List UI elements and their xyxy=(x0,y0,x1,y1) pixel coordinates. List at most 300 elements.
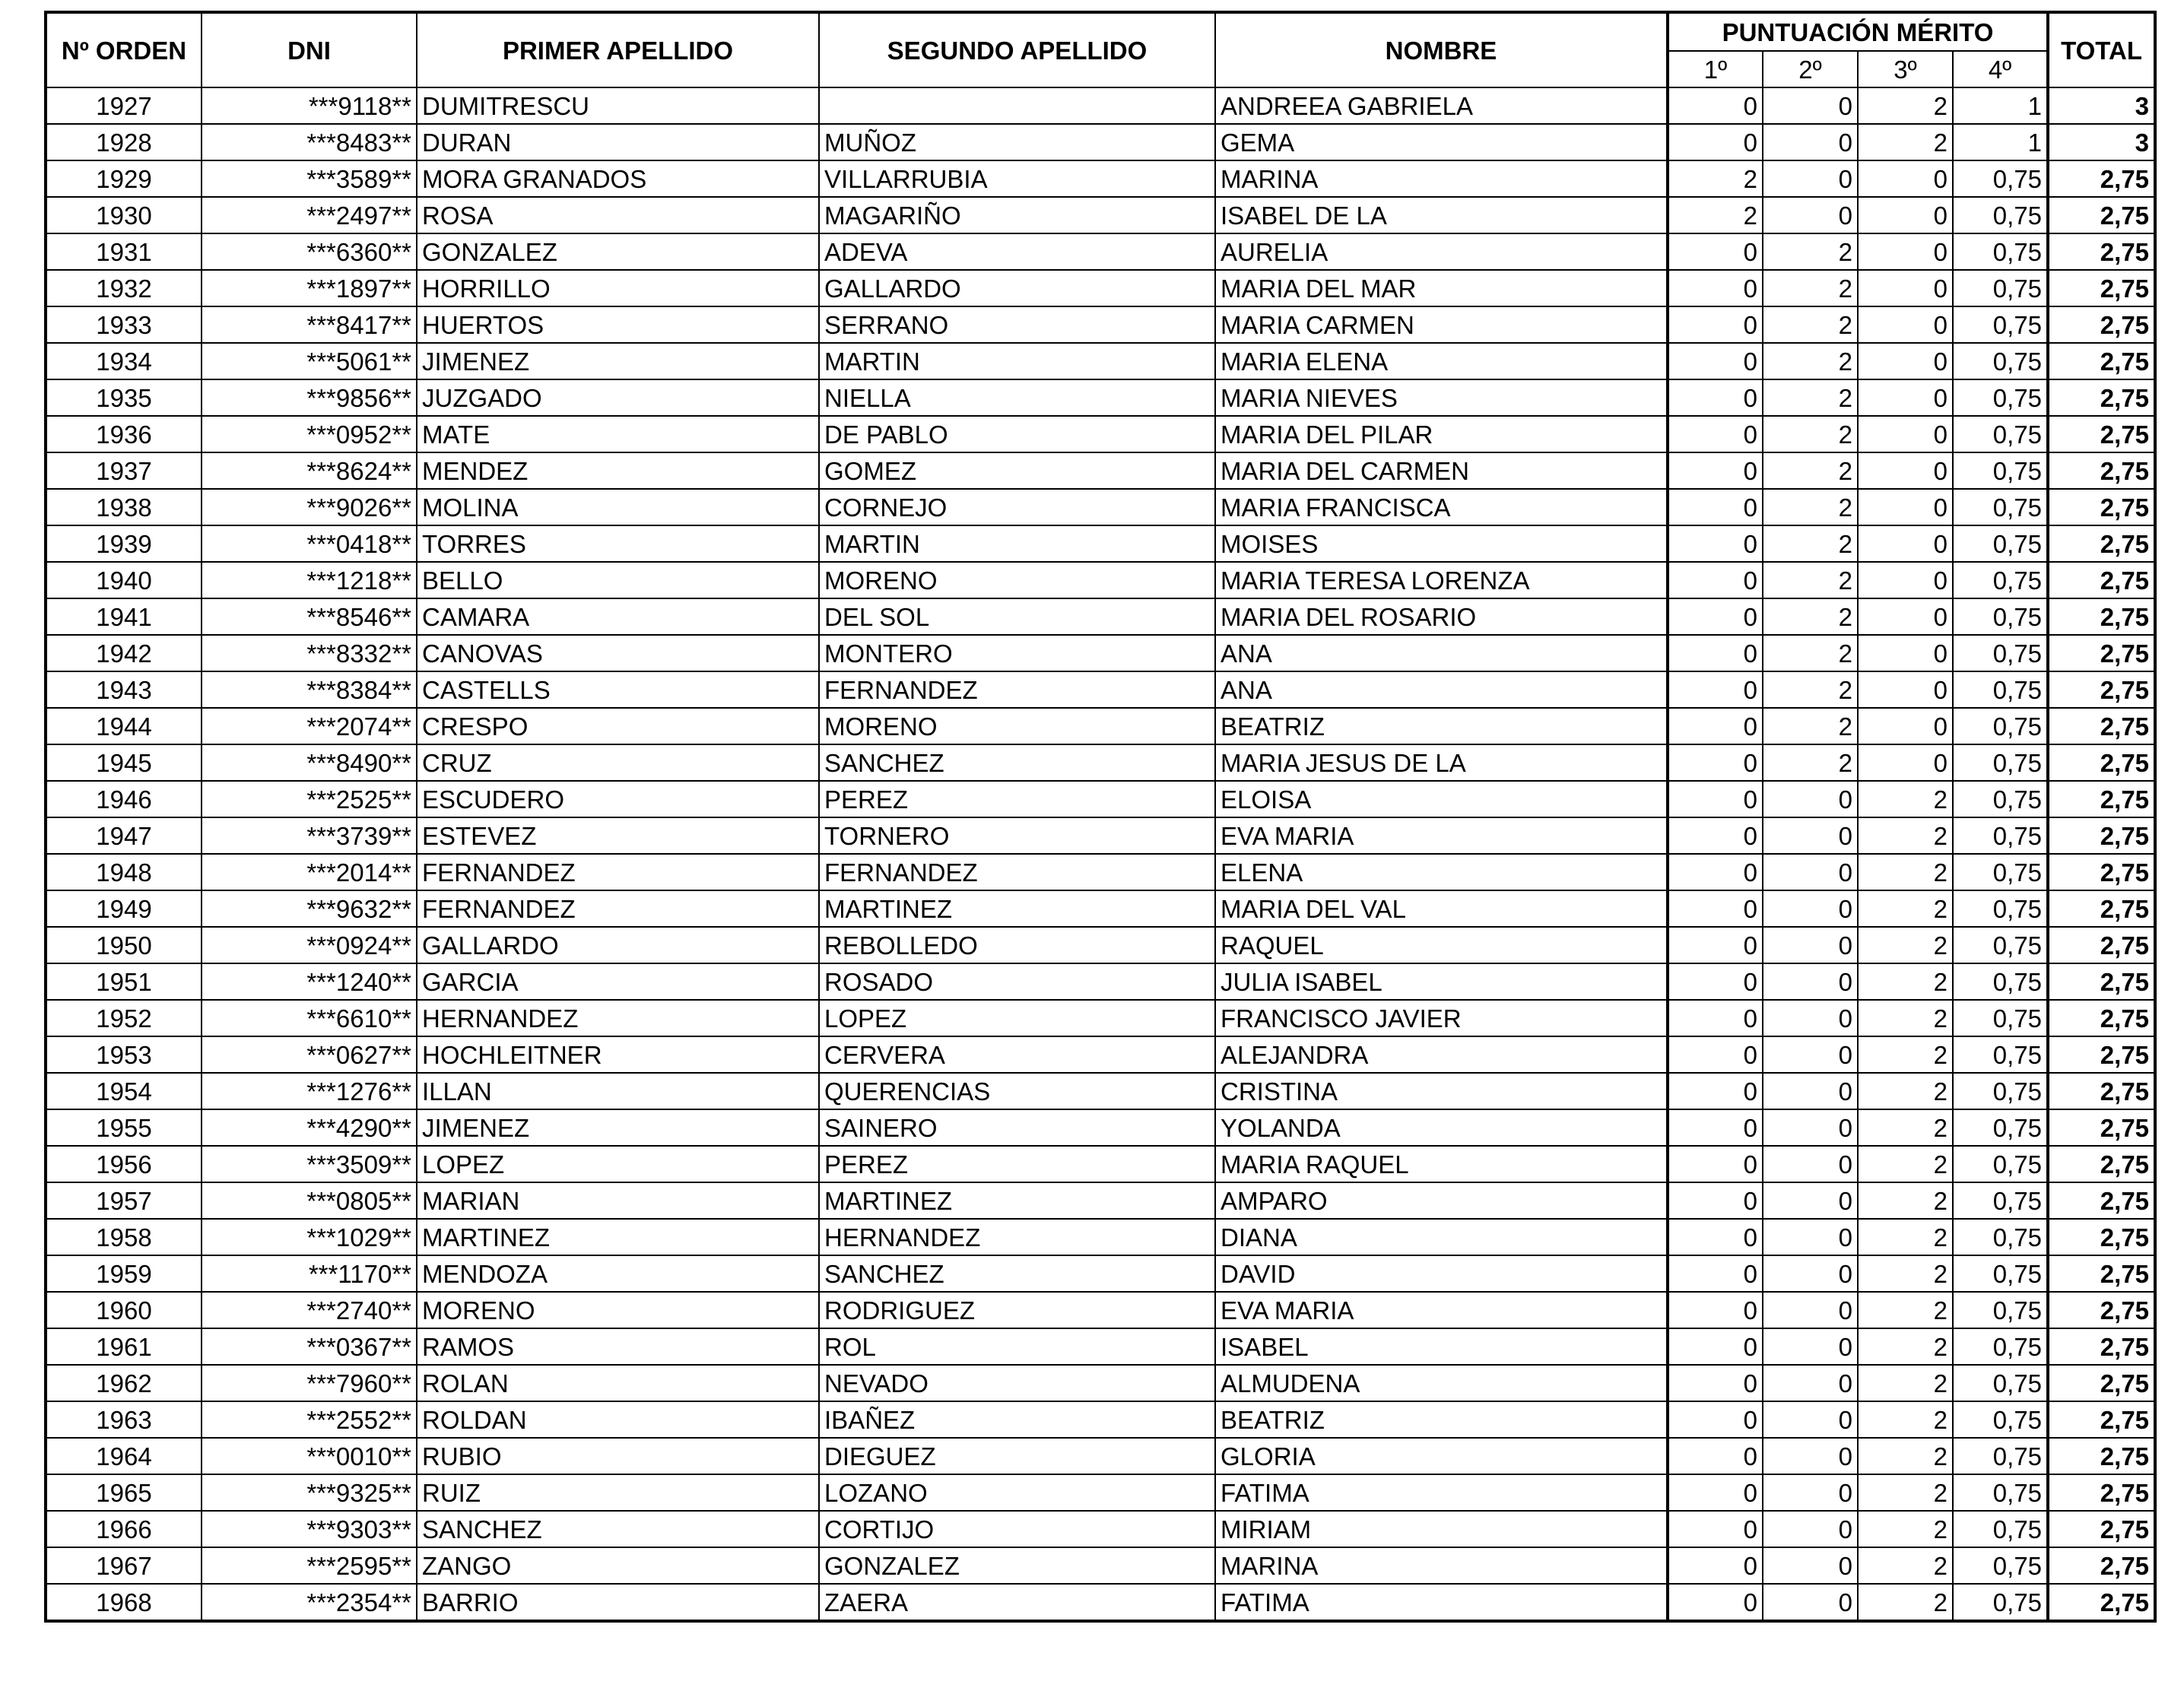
cell-p1: 0 xyxy=(1668,452,1763,489)
cell-dni: ***8490** xyxy=(202,744,417,781)
cell-orden: 1959 xyxy=(46,1255,202,1292)
cell-p1: 0 xyxy=(1668,416,1763,452)
cell-total: 2,75 xyxy=(2048,1219,2155,1255)
cell-nombre: ISABEL xyxy=(1215,1328,1668,1365)
cell-p2: 2 xyxy=(1763,708,1858,744)
cell-primer-apellido: MENDEZ xyxy=(417,452,819,489)
cell-primer-apellido: JIMENEZ xyxy=(417,1109,819,1146)
cell-dni: ***1240** xyxy=(202,963,417,1000)
cell-primer-apellido: MARTINEZ xyxy=(417,1219,819,1255)
cell-dni: ***0952** xyxy=(202,416,417,452)
cell-segundo-apellido: CORNEJO xyxy=(819,489,1215,525)
table-row xyxy=(46,1000,2155,1036)
cell-segundo-apellido: LOZANO xyxy=(819,1474,1215,1511)
cell-p1: 0 xyxy=(1668,927,1763,963)
cell-orden: 1968 xyxy=(46,1584,202,1621)
cell-segundo-apellido: MARTIN xyxy=(819,525,1215,562)
cell-orden: 1935 xyxy=(46,379,202,416)
cell-p1: 0 xyxy=(1668,306,1763,343)
cell-segundo-apellido: SANCHEZ xyxy=(819,1255,1215,1292)
table-row xyxy=(46,1073,2155,1109)
cell-total: 2,75 xyxy=(2048,562,2155,598)
cell-total: 2,75 xyxy=(2048,343,2155,379)
cell-dni: ***0805** xyxy=(202,1182,417,1219)
cell-p4: 0,75 xyxy=(1953,379,2048,416)
cell-nombre: JULIA ISABEL xyxy=(1215,963,1668,1000)
table-row xyxy=(46,1365,2155,1401)
cell-p3: 0 xyxy=(1858,525,1953,562)
cell-dni: ***1029** xyxy=(202,1219,417,1255)
cell-p2: 0 xyxy=(1763,1219,1858,1255)
cell-orden: 1961 xyxy=(46,1328,202,1365)
cell-segundo-apellido: ROSADO xyxy=(819,963,1215,1000)
cell-nombre: BEATRIZ xyxy=(1215,1401,1668,1438)
cell-primer-apellido: CRESPO xyxy=(417,708,819,744)
cell-p4: 1 xyxy=(1953,124,2048,160)
cell-p3: 0 xyxy=(1858,233,1953,270)
cell-orden: 1955 xyxy=(46,1109,202,1146)
cell-total: 2,75 xyxy=(2048,854,2155,890)
cell-nombre: MARIA DEL VAL xyxy=(1215,890,1668,927)
table-row xyxy=(46,306,2155,343)
cell-orden: 1952 xyxy=(46,1000,202,1036)
table-row xyxy=(46,1036,2155,1073)
cell-total: 2,75 xyxy=(2048,379,2155,416)
cell-p1: 0 xyxy=(1668,1474,1763,1511)
cell-total: 2,75 xyxy=(2048,708,2155,744)
cell-orden: 1951 xyxy=(46,963,202,1000)
cell-orden: 1928 xyxy=(46,124,202,160)
cell-p2: 0 xyxy=(1763,1182,1858,1219)
cell-segundo-apellido: MARTIN xyxy=(819,343,1215,379)
cell-p1: 0 xyxy=(1668,744,1763,781)
cell-orden: 1954 xyxy=(46,1073,202,1109)
cell-nombre: BEATRIZ xyxy=(1215,708,1668,744)
cell-total: 2,75 xyxy=(2048,890,2155,927)
table-row xyxy=(46,1292,2155,1328)
cell-primer-apellido: CRUZ xyxy=(417,744,819,781)
cell-orden: 1939 xyxy=(46,525,202,562)
cell-p1: 0 xyxy=(1668,854,1763,890)
cell-primer-apellido: BELLO xyxy=(417,562,819,598)
cell-primer-apellido: ROLDAN xyxy=(417,1401,819,1438)
cell-p1: 0 xyxy=(1668,708,1763,744)
cell-p3: 0 xyxy=(1858,197,1953,233)
cell-p1: 0 xyxy=(1668,1219,1763,1255)
cell-nombre: RAQUEL xyxy=(1215,927,1668,963)
cell-p3: 2 xyxy=(1858,1036,1953,1073)
cell-primer-apellido: FERNANDEZ xyxy=(417,890,819,927)
cell-total: 2,75 xyxy=(2048,160,2155,197)
cell-p4: 0,75 xyxy=(1953,927,2048,963)
cell-p2: 0 xyxy=(1763,1036,1858,1073)
cell-total: 2,75 xyxy=(2048,744,2155,781)
table-row xyxy=(46,416,2155,452)
cell-p1: 0 xyxy=(1668,1511,1763,1547)
cell-p4: 0,75 xyxy=(1953,598,2048,635)
cell-segundo-apellido: DIEGUEZ xyxy=(819,1438,1215,1474)
table-row xyxy=(46,452,2155,489)
cell-p2: 0 xyxy=(1763,1292,1858,1328)
cell-orden: 1940 xyxy=(46,562,202,598)
cell-p4: 0,75 xyxy=(1953,817,2048,854)
cell-primer-apellido: ESCUDERO xyxy=(417,781,819,817)
cell-dni: ***8332** xyxy=(202,635,417,671)
table-row xyxy=(46,1182,2155,1219)
cell-p1: 2 xyxy=(1668,197,1763,233)
table-row xyxy=(46,562,2155,598)
cell-p1: 0 xyxy=(1668,124,1763,160)
cell-dni: ***8546** xyxy=(202,598,417,635)
cell-primer-apellido: JIMENEZ xyxy=(417,343,819,379)
cell-segundo-apellido: NEVADO xyxy=(819,1365,1215,1401)
cell-p3: 2 xyxy=(1858,1255,1953,1292)
cell-p1: 0 xyxy=(1668,1547,1763,1584)
cell-p4: 1 xyxy=(1953,87,2048,124)
cell-dni: ***9856** xyxy=(202,379,417,416)
table-row xyxy=(46,708,2155,744)
cell-orden: 1948 xyxy=(46,854,202,890)
cell-nombre: EVA MARIA xyxy=(1215,817,1668,854)
cell-primer-apellido: SANCHEZ xyxy=(417,1511,819,1547)
cell-p2: 0 xyxy=(1763,1146,1858,1182)
cell-total: 2,75 xyxy=(2048,489,2155,525)
cell-p4: 0,75 xyxy=(1953,1511,2048,1547)
header-p4: 4º xyxy=(1953,51,2048,87)
cell-nombre: MARIA DEL CARMEN xyxy=(1215,452,1668,489)
cell-p1: 0 xyxy=(1668,781,1763,817)
cell-segundo-apellido: GALLARDO xyxy=(819,270,1215,306)
cell-orden: 1963 xyxy=(46,1401,202,1438)
cell-dni: ***9118** xyxy=(202,87,417,124)
cell-p1: 2 xyxy=(1668,160,1763,197)
cell-p4: 0,75 xyxy=(1953,1000,2048,1036)
cell-p3: 2 xyxy=(1858,890,1953,927)
cell-p3: 2 xyxy=(1858,1146,1953,1182)
cell-p3: 0 xyxy=(1858,562,1953,598)
cell-dni: ***9325** xyxy=(202,1474,417,1511)
cell-orden: 1933 xyxy=(46,306,202,343)
cell-p4: 0,75 xyxy=(1953,781,2048,817)
cell-primer-apellido: MATE xyxy=(417,416,819,452)
cell-orden: 1962 xyxy=(46,1365,202,1401)
cell-p3: 0 xyxy=(1858,744,1953,781)
cell-orden: 1927 xyxy=(46,87,202,124)
cell-p3: 0 xyxy=(1858,416,1953,452)
cell-orden: 1943 xyxy=(46,671,202,708)
cell-nombre: MARIA DEL ROSARIO xyxy=(1215,598,1668,635)
cell-primer-apellido: GONZALEZ xyxy=(417,233,819,270)
cell-dni: ***9303** xyxy=(202,1511,417,1547)
cell-dni: ***6360** xyxy=(202,233,417,270)
cell-nombre: MARIA NIEVES xyxy=(1215,379,1668,416)
cell-primer-apellido: MOLINA xyxy=(417,489,819,525)
cell-orden: 1944 xyxy=(46,708,202,744)
cell-nombre: MARINA xyxy=(1215,160,1668,197)
cell-primer-apellido: DUMITRESCU xyxy=(417,87,819,124)
cell-dni: ***3739** xyxy=(202,817,417,854)
cell-nombre: FATIMA xyxy=(1215,1584,1668,1621)
cell-segundo-apellido: TORNERO xyxy=(819,817,1215,854)
cell-orden: 1929 xyxy=(46,160,202,197)
cell-primer-apellido: CAMARA xyxy=(417,598,819,635)
table-row xyxy=(46,1474,2155,1511)
cell-p1: 0 xyxy=(1668,1438,1763,1474)
cell-total: 2,75 xyxy=(2048,1547,2155,1584)
cell-p4: 0,75 xyxy=(1953,1474,2048,1511)
table-row xyxy=(46,1511,2155,1547)
cell-p1: 0 xyxy=(1668,233,1763,270)
cell-nombre: YOLANDA xyxy=(1215,1109,1668,1146)
cell-primer-apellido: HOCHLEITNER xyxy=(417,1036,819,1073)
cell-dni: ***1897** xyxy=(202,270,417,306)
cell-nombre: MARIA RAQUEL xyxy=(1215,1146,1668,1182)
cell-nombre: MARIA ELENA xyxy=(1215,343,1668,379)
cell-p1: 0 xyxy=(1668,525,1763,562)
cell-nombre: MARIA FRANCISCA xyxy=(1215,489,1668,525)
cell-p2: 2 xyxy=(1763,562,1858,598)
table-row xyxy=(46,1547,2155,1584)
table-row xyxy=(46,1219,2155,1255)
cell-total: 3 xyxy=(2048,124,2155,160)
cell-segundo-apellido: CERVERA xyxy=(819,1036,1215,1073)
cell-p4: 0,75 xyxy=(1953,1365,2048,1401)
cell-p3: 2 xyxy=(1858,124,1953,160)
cell-p4: 0,75 xyxy=(1953,1146,2048,1182)
cell-orden: 1938 xyxy=(46,489,202,525)
cell-p1: 0 xyxy=(1668,1073,1763,1109)
cell-dni: ***8417** xyxy=(202,306,417,343)
cell-p4: 0,75 xyxy=(1953,1547,2048,1584)
table-row xyxy=(46,781,2155,817)
header-p3: 3º xyxy=(1858,51,1953,87)
cell-p1: 0 xyxy=(1668,890,1763,927)
cell-segundo-apellido: SAINERO xyxy=(819,1109,1215,1146)
cell-p1: 0 xyxy=(1668,671,1763,708)
ranking-table xyxy=(44,11,2157,1623)
cell-p1: 0 xyxy=(1668,1365,1763,1401)
cell-p4: 0,75 xyxy=(1953,890,2048,927)
cell-p1: 0 xyxy=(1668,1000,1763,1036)
cell-primer-apellido: GARCIA xyxy=(417,963,819,1000)
cell-p2: 0 xyxy=(1763,1511,1858,1547)
cell-p4: 0,75 xyxy=(1953,416,2048,452)
cell-nombre: ALMUDENA xyxy=(1215,1365,1668,1401)
table-row xyxy=(46,744,2155,781)
header-puntuacion-merito: PUNTUACIÓN MÉRITO xyxy=(1668,12,2048,51)
cell-p3: 2 xyxy=(1858,781,1953,817)
cell-segundo-apellido: HERNANDEZ xyxy=(819,1219,1215,1255)
cell-p2: 0 xyxy=(1763,1438,1858,1474)
cell-dni: ***6610** xyxy=(202,1000,417,1036)
cell-primer-apellido: ROSA xyxy=(417,197,819,233)
cell-primer-apellido: DURAN xyxy=(417,124,819,160)
cell-nombre: ELOISA xyxy=(1215,781,1668,817)
table-row xyxy=(46,87,2155,124)
cell-total: 2,75 xyxy=(2048,233,2155,270)
cell-primer-apellido: MARIAN xyxy=(417,1182,819,1219)
cell-dni: ***8483** xyxy=(202,124,417,160)
cell-primer-apellido: ROLAN xyxy=(417,1365,819,1401)
table-row xyxy=(46,854,2155,890)
cell-segundo-apellido: MARTINEZ xyxy=(819,890,1215,927)
cell-p3: 0 xyxy=(1858,489,1953,525)
table-row xyxy=(46,927,2155,963)
cell-primer-apellido: RUBIO xyxy=(417,1438,819,1474)
cell-dni: ***9026** xyxy=(202,489,417,525)
cell-dni: ***2525** xyxy=(202,781,417,817)
cell-p4: 0,75 xyxy=(1953,562,2048,598)
cell-orden: 1965 xyxy=(46,1474,202,1511)
cell-total: 2,75 xyxy=(2048,270,2155,306)
cell-p4: 0,75 xyxy=(1953,1182,2048,1219)
cell-nombre: AURELIA xyxy=(1215,233,1668,270)
cell-dni: ***0418** xyxy=(202,525,417,562)
cell-primer-apellido: GALLARDO xyxy=(417,927,819,963)
cell-segundo-apellido: DE PABLO xyxy=(819,416,1215,452)
cell-primer-apellido: FERNANDEZ xyxy=(417,854,819,890)
table-row xyxy=(46,1146,2155,1182)
cell-p2: 0 xyxy=(1763,963,1858,1000)
cell-p2: 2 xyxy=(1763,233,1858,270)
cell-primer-apellido: CANOVAS xyxy=(417,635,819,671)
cell-orden: 1960 xyxy=(46,1292,202,1328)
cell-segundo-apellido: ZAERA xyxy=(819,1584,1215,1621)
cell-p4: 0,75 xyxy=(1953,1438,2048,1474)
cell-nombre: CRISTINA xyxy=(1215,1073,1668,1109)
cell-p4: 0,75 xyxy=(1953,671,2048,708)
cell-primer-apellido: TORRES xyxy=(417,525,819,562)
cell-p1: 0 xyxy=(1668,343,1763,379)
cell-p2: 2 xyxy=(1763,489,1858,525)
header-dni: DNI xyxy=(202,12,417,87)
cell-segundo-apellido: MAGARIÑO xyxy=(819,197,1215,233)
cell-segundo-apellido: CORTIJO xyxy=(819,1511,1215,1547)
cell-p3: 0 xyxy=(1858,671,1953,708)
cell-dni: ***0367** xyxy=(202,1328,417,1365)
cell-nombre: MARIA DEL MAR xyxy=(1215,270,1668,306)
cell-orden: 1950 xyxy=(46,927,202,963)
header-nombre: NOMBRE xyxy=(1215,12,1668,87)
cell-orden: 1945 xyxy=(46,744,202,781)
cell-p2: 0 xyxy=(1763,1255,1858,1292)
cell-segundo-apellido: MORENO xyxy=(819,708,1215,744)
cell-p1: 0 xyxy=(1668,1182,1763,1219)
cell-primer-apellido: ILLAN xyxy=(417,1073,819,1109)
cell-p2: 2 xyxy=(1763,379,1858,416)
cell-segundo-apellido: QUERENCIAS xyxy=(819,1073,1215,1109)
table-row xyxy=(46,671,2155,708)
cell-dni: ***1170** xyxy=(202,1255,417,1292)
cell-p2: 2 xyxy=(1763,306,1858,343)
cell-total: 2,75 xyxy=(2048,1255,2155,1292)
cell-p1: 0 xyxy=(1668,1584,1763,1621)
cell-p1: 0 xyxy=(1668,1255,1763,1292)
cell-p3: 2 xyxy=(1858,87,1953,124)
cell-p3: 2 xyxy=(1858,927,1953,963)
cell-total: 2,75 xyxy=(2048,927,2155,963)
cell-total: 2,75 xyxy=(2048,817,2155,854)
cell-primer-apellido: CASTELLS xyxy=(417,671,819,708)
cell-p3: 0 xyxy=(1858,160,1953,197)
cell-p1: 0 xyxy=(1668,270,1763,306)
cell-dni: ***0010** xyxy=(202,1438,417,1474)
cell-primer-apellido: HORRILLO xyxy=(417,270,819,306)
cell-total: 2,75 xyxy=(2048,416,2155,452)
cell-p2: 0 xyxy=(1763,160,1858,197)
cell-p2: 2 xyxy=(1763,270,1858,306)
cell-total: 2,75 xyxy=(2048,1000,2155,1036)
cell-p2: 0 xyxy=(1763,1584,1858,1621)
cell-p3: 2 xyxy=(1858,1219,1953,1255)
cell-p4: 0,75 xyxy=(1953,160,2048,197)
cell-total: 2,75 xyxy=(2048,1438,2155,1474)
cell-p4: 0,75 xyxy=(1953,270,2048,306)
cell-p3: 0 xyxy=(1858,708,1953,744)
cell-dni: ***5061** xyxy=(202,343,417,379)
table-header xyxy=(46,12,2155,87)
cell-primer-apellido: BARRIO xyxy=(417,1584,819,1621)
cell-orden: 1934 xyxy=(46,343,202,379)
cell-p2: 2 xyxy=(1763,452,1858,489)
table-row xyxy=(46,598,2155,635)
cell-dni: ***1276** xyxy=(202,1073,417,1109)
cell-p3: 2 xyxy=(1858,1474,1953,1511)
cell-p4: 0,75 xyxy=(1953,1109,2048,1146)
table-row xyxy=(46,525,2155,562)
cell-p2: 0 xyxy=(1763,1401,1858,1438)
cell-p3: 2 xyxy=(1858,1328,1953,1365)
cell-nombre: DIANA xyxy=(1215,1219,1668,1255)
cell-p4: 0,75 xyxy=(1953,1073,2048,1109)
cell-orden: 1942 xyxy=(46,635,202,671)
cell-nombre: ALEJANDRA xyxy=(1215,1036,1668,1073)
header-orden: Nº ORDEN xyxy=(46,12,202,87)
cell-p4: 0,75 xyxy=(1953,233,2048,270)
cell-dni: ***9632** xyxy=(202,890,417,927)
cell-orden: 1956 xyxy=(46,1146,202,1182)
header-p2: 2º xyxy=(1763,51,1858,87)
header-primer-apellido: PRIMER APELLIDO xyxy=(417,12,819,87)
cell-p1: 0 xyxy=(1668,489,1763,525)
table-row xyxy=(46,817,2155,854)
cell-primer-apellido: HERNANDEZ xyxy=(417,1000,819,1036)
cell-nombre: MARIA DEL PILAR xyxy=(1215,416,1668,452)
cell-p3: 2 xyxy=(1858,1182,1953,1219)
cell-p3: 0 xyxy=(1858,270,1953,306)
table-row xyxy=(46,233,2155,270)
cell-p1: 0 xyxy=(1668,1146,1763,1182)
cell-primer-apellido: ESTEVEZ xyxy=(417,817,819,854)
cell-p4: 0,75 xyxy=(1953,1401,2048,1438)
cell-total: 2,75 xyxy=(2048,781,2155,817)
cell-orden: 1946 xyxy=(46,781,202,817)
cell-orden: 1936 xyxy=(46,416,202,452)
cell-dni: ***8624** xyxy=(202,452,417,489)
cell-segundo-apellido: GOMEZ xyxy=(819,452,1215,489)
cell-dni: ***4290** xyxy=(202,1109,417,1146)
cell-dni: ***3509** xyxy=(202,1146,417,1182)
cell-p2: 2 xyxy=(1763,671,1858,708)
cell-segundo-apellido: FERNANDEZ xyxy=(819,854,1215,890)
cell-nombre: FRANCISCO JAVIER xyxy=(1215,1000,1668,1036)
cell-segundo-apellido: LOPEZ xyxy=(819,1000,1215,1036)
cell-p2: 0 xyxy=(1763,124,1858,160)
cell-nombre: MARINA xyxy=(1215,1547,1668,1584)
cell-p4: 0,75 xyxy=(1953,306,2048,343)
cell-segundo-apellido: PEREZ xyxy=(819,1146,1215,1182)
table-row xyxy=(46,489,2155,525)
